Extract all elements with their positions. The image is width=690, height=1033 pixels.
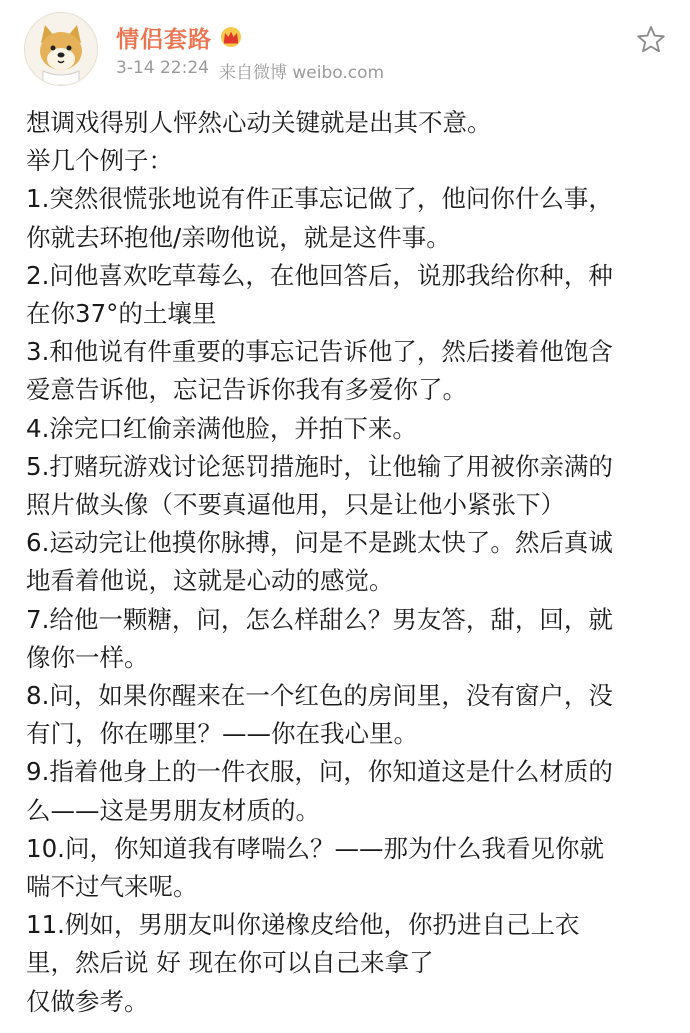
post-text-line: 么——这是男朋友材质的。	[26, 795, 320, 825]
shiba-dog-avatar-icon	[25, 13, 97, 85]
crown-icon	[218, 26, 244, 48]
post-text-line: 5.打赌玩游戏讨论惩罚措施时，让他输了用被你亲满的	[26, 451, 613, 481]
post-meta	[116, 58, 384, 83]
post-text-line: 像你一样。	[26, 642, 149, 672]
post-text-line: 想调戏得别人怦然心动关键就是出其不意。	[26, 108, 492, 137]
post-text-line: 爱意告诉他，忘记告诉你我有多爱你了。	[26, 375, 467, 405]
post-header	[0, 0, 690, 100]
star-icon[interactable]	[635, 24, 667, 56]
post-content	[26, 104, 676, 1021]
post-text-line: 7.给他一颗糖，问，怎么样甜么？男友答，甜，回，就	[26, 604, 613, 634]
post-text-line: 照片做头像（不要真逼他用，只是让他小紧张下）	[26, 490, 565, 520]
author-row	[116, 20, 244, 54]
post-text-line: 里，然后说 好 现在你可以自己来拿了	[26, 948, 434, 978]
post-text-line: 举几个例子：	[26, 146, 173, 176]
post-text-line: 你就去环抱他/亲吻他说，就是这件事。	[26, 222, 451, 252]
avatar[interactable]	[24, 12, 98, 86]
post-text-line: 4.涂完口红偷亲满他脸，并拍下来。	[26, 413, 417, 443]
post-time: 3-14 22:24	[116, 58, 209, 78]
post-text-line: 3.和他说有件重要的事忘记告诉他了，然后搂着他饱含	[26, 337, 613, 367]
post-text-line: 6.运动完让他摸你脉搏，问是不是跳太快了。然后真诚	[26, 528, 613, 558]
post-text-line: 2.问他喜欢吃草莓么，在他回答后，说那我给你种，种	[26, 260, 613, 290]
post-text-line: 8.问，如果你醒来在一个红色的房间里，没有窗户，没	[26, 681, 613, 711]
author-name[interactable]: 情侣套路	[116, 26, 212, 53]
post-text-line: 在你37°的土壤里	[26, 299, 217, 329]
post-text-line: 仅做参考。	[26, 986, 149, 1016]
post-text-line: 9.指着他身上的一件衣服，问，你知道这是什么材质的	[26, 757, 613, 787]
post-text-line: 喘不过气来呢。	[26, 872, 198, 902]
post-text-line: 11.例如，男朋友叫你递橡皮给他，你扔进自己上衣	[26, 910, 580, 940]
post-text-line: 10.问，你知道我有哮喘么？——那为什么我看见你就	[26, 833, 604, 863]
post-text-line: 有门，你在哪里？——你在我心里。	[26, 719, 418, 749]
post-text-line: 1.突然很慌张地说有件正事忘记做了，他问你什么事，	[26, 184, 613, 214]
post-source: 来自微博 weibo.com	[218, 63, 385, 83]
post-text-line: 地看着他说，这就是心动的感觉。	[26, 566, 394, 596]
